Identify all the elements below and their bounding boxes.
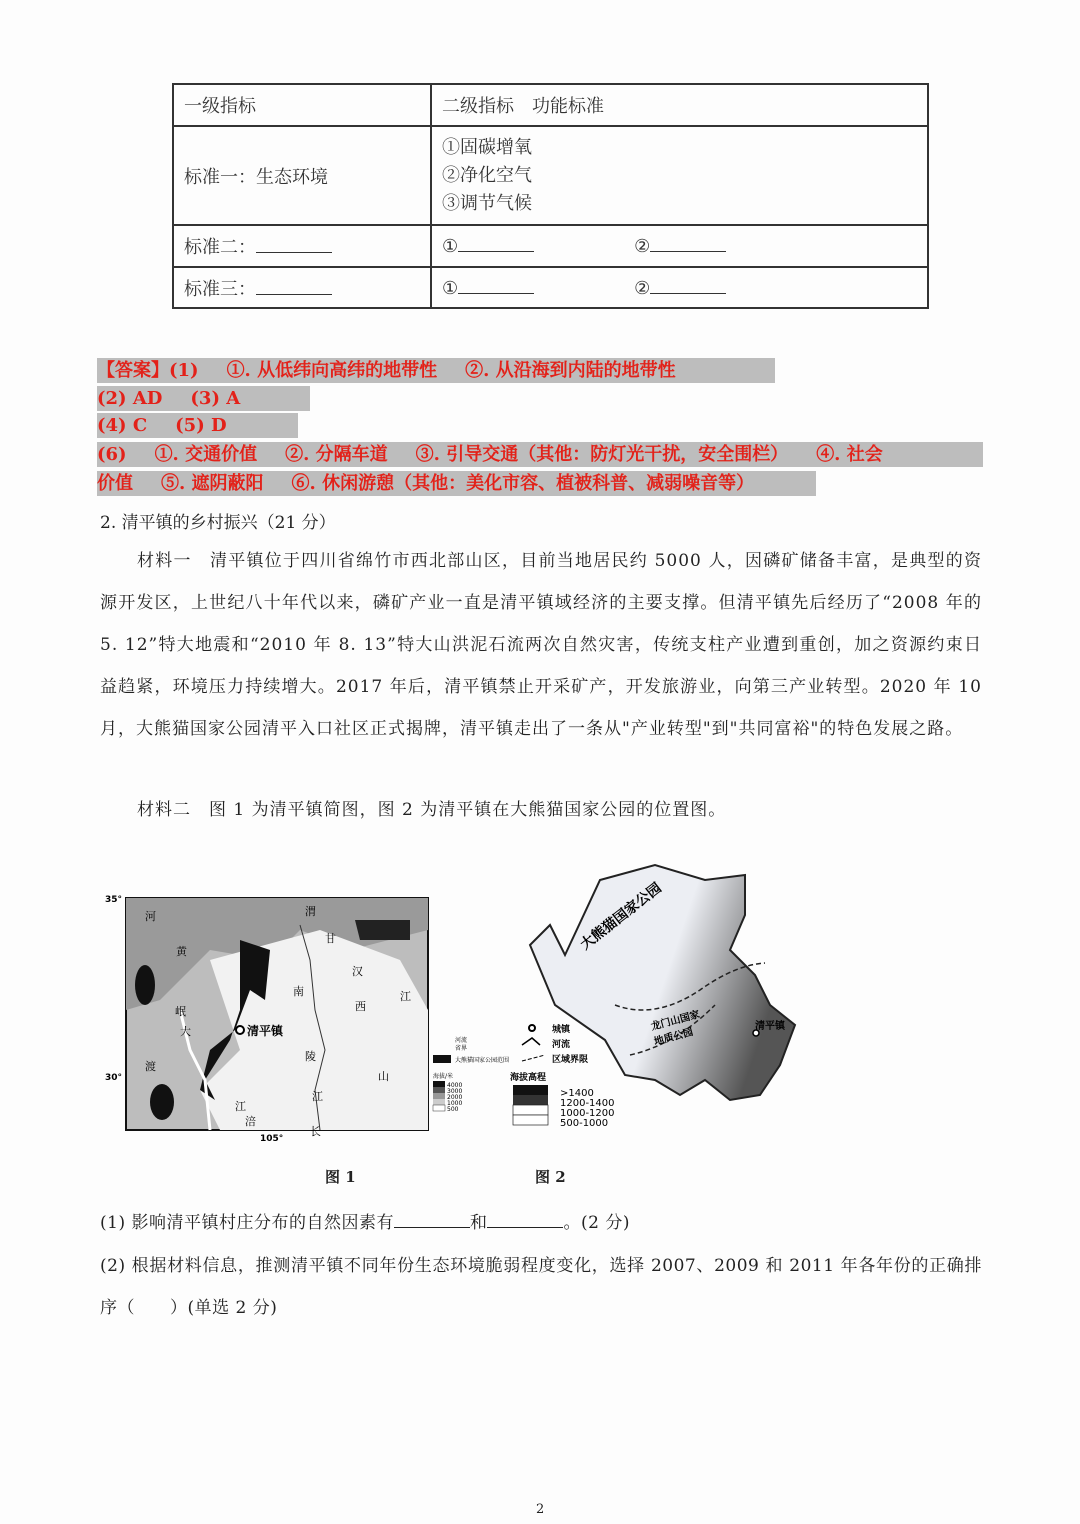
answer-text: ②. 从沿海到内陆的地带性	[465, 360, 676, 381]
page-number: 2	[536, 1502, 545, 1517]
blank	[256, 236, 332, 253]
answer-text: ④. 社会	[816, 444, 883, 465]
legend-label: 河流	[552, 1040, 571, 1050]
map-label: 山	[378, 1070, 389, 1083]
blank	[650, 235, 726, 252]
table-header: 二级指标 功能标准	[431, 84, 928, 126]
map-label: 河	[145, 910, 156, 923]
map-label: 大	[180, 1025, 191, 1038]
map-label: 南	[293, 985, 304, 998]
lat-label: 30°	[105, 1073, 123, 1083]
answer-line	[97, 358, 775, 383]
answer-text: (3) A	[190, 388, 241, 409]
map-label: 汉	[352, 965, 363, 978]
question-title: 2. 清平镇的乡村振兴（21 分）	[100, 513, 336, 533]
legend-label: 4000	[447, 1082, 463, 1089]
question-1	[100, 1202, 982, 1244]
blank	[458, 277, 534, 294]
map-label: 渭	[305, 905, 316, 918]
map-label: 长	[310, 1125, 321, 1138]
item: ①	[442, 236, 459, 257]
answer-text: ①. 交通价值	[154, 444, 258, 465]
town-label: 清平镇	[755, 1021, 785, 1032]
answer-text: 【答案】(1)	[97, 360, 199, 381]
answer-text: ⑤. 遮阴蔽阳	[161, 473, 264, 494]
legend-label: 1000-1200	[560, 1108, 615, 1119]
item: ②净化空气	[442, 164, 532, 186]
legend-label: 河流	[455, 1037, 468, 1044]
map-label: 黄	[176, 945, 187, 958]
row-label: 标准三：	[184, 278, 256, 300]
item: ①固碳增氧	[442, 136, 532, 158]
map-label: 涪	[245, 1115, 256, 1128]
answer-line	[97, 386, 310, 411]
answer-text: ⑥. 休闲游憩（其他：美化市容、植被科普、减弱噪音等）	[291, 473, 755, 494]
legend-label: 2000	[447, 1094, 463, 1101]
legend-label: 3000	[447, 1088, 463, 1095]
map-label: 甘	[325, 932, 336, 945]
town-label: 清平镇	[247, 1024, 284, 1038]
park-label: 大熊猫国家公园	[577, 880, 665, 954]
table-header: 一级指标	[173, 84, 431, 126]
geopark-label: 地质公园	[652, 1026, 695, 1048]
geopark-label: 龙门山国家	[649, 1009, 702, 1033]
answer-text: ②. 分隔车道	[285, 444, 388, 465]
item: ①	[442, 277, 459, 299]
map-label: 江	[400, 990, 411, 1003]
question-2: (2) 根据材料信息，推测清平镇不同年份生态环境脆弱程度变化，选择 2007、2009 和 2011 年各年份的正确排序（ ）(单选 2 分)	[100, 1256, 982, 1318]
figure-1-legend	[433, 1036, 509, 1113]
map-label: 西	[355, 1000, 366, 1013]
answer-line	[97, 413, 298, 438]
material-1: 材料一 清平镇位于四川省绵竹市西北部山区，目前当地居民约 5000 人，因磷矿储备丰富，是典型的资源开发区，上世纪八十年代以来，磷矿产业一直是清平镇域经济的主要支撑。但清平镇先后经历了“2008 年的 5. 12”特大地震和“2010 年 8. 13”特大山洪泥石流两次自然灾害，传统支柱产业遭到重创，加之资源约束日益趋紧，环境压力持续增大。2017 年后，清平镇禁止开采矿产，开发旅游业，向第三产业转型。2020 年 10 月，大熊猫国家公园清平入口社区正式揭牌，清平镇走出了一条从"产业转型"到"共同富裕"的特色发展之路。	[100, 551, 982, 739]
legend-label: 城镇	[552, 1025, 571, 1035]
row-label: 标准二：	[184, 237, 256, 258]
answer-text: ③. 引导交通（其他：防灯光干扰，安全围栏）	[415, 444, 789, 465]
legend-label: >1400	[560, 1088, 594, 1099]
legend-label: 500	[447, 1106, 459, 1113]
q1-text: (1) 影响清平镇村庄分布的自然因素有	[100, 1213, 394, 1233]
answer-blank[interactable]	[394, 1213, 470, 1228]
figure-1-caption: 图 1	[325, 1168, 356, 1186]
legend-label: 1200-1400	[560, 1098, 615, 1109]
answer-text: (6)	[97, 444, 127, 465]
answer-text: (4) C	[97, 415, 148, 436]
map-label: 江	[312, 1090, 323, 1103]
figure-2-caption: 图 2	[535, 1168, 566, 1186]
answer-line	[97, 471, 816, 496]
q1-text: 和	[469, 1213, 488, 1233]
map-label: 江	[235, 1100, 246, 1113]
answer-blank[interactable]	[487, 1213, 563, 1228]
legend-label: 省界	[455, 1045, 468, 1052]
answer-line	[97, 442, 983, 467]
map-label: 陵	[305, 1050, 316, 1063]
blank	[256, 278, 332, 295]
answer-text: 价值	[97, 473, 133, 494]
material-2: 材料二 图 1 为清平镇简图，图 2 为清平镇在大熊猫国家公园的位置图。	[137, 800, 727, 820]
answer-text: ①. 从低纬向高纬的地带性	[226, 360, 438, 381]
legend-label: 500-1000	[560, 1118, 609, 1129]
legend-label: 区域界限	[552, 1055, 589, 1065]
map-label: 渡	[145, 1060, 156, 1073]
lat-label: 35°	[105, 895, 123, 905]
q1-text: 。(2 分)	[563, 1213, 630, 1233]
legend-label: 海拔/米	[433, 1073, 454, 1080]
legend-title: 海拔高程	[510, 1073, 547, 1083]
figure-1-map	[100, 890, 510, 1145]
legend-label: 1000	[447, 1100, 463, 1107]
figure-2-map	[505, 855, 805, 1140]
item: ②	[634, 277, 651, 299]
answer-text: (5) D	[175, 415, 227, 436]
item: ②	[634, 236, 651, 257]
legend-label: 大熊猫国家公园范围	[455, 1057, 510, 1064]
blank	[650, 277, 726, 294]
item: ③调节气候	[442, 192, 532, 214]
row-label: 标准一：生态环境	[173, 126, 431, 225]
blank	[458, 235, 534, 252]
lon-label: 105°	[260, 1134, 284, 1144]
map-label: 岷	[175, 1005, 186, 1018]
answer-text: (2) AD	[97, 388, 163, 409]
indicator-table	[172, 83, 929, 309]
figure-2-legend	[510, 1023, 615, 1129]
